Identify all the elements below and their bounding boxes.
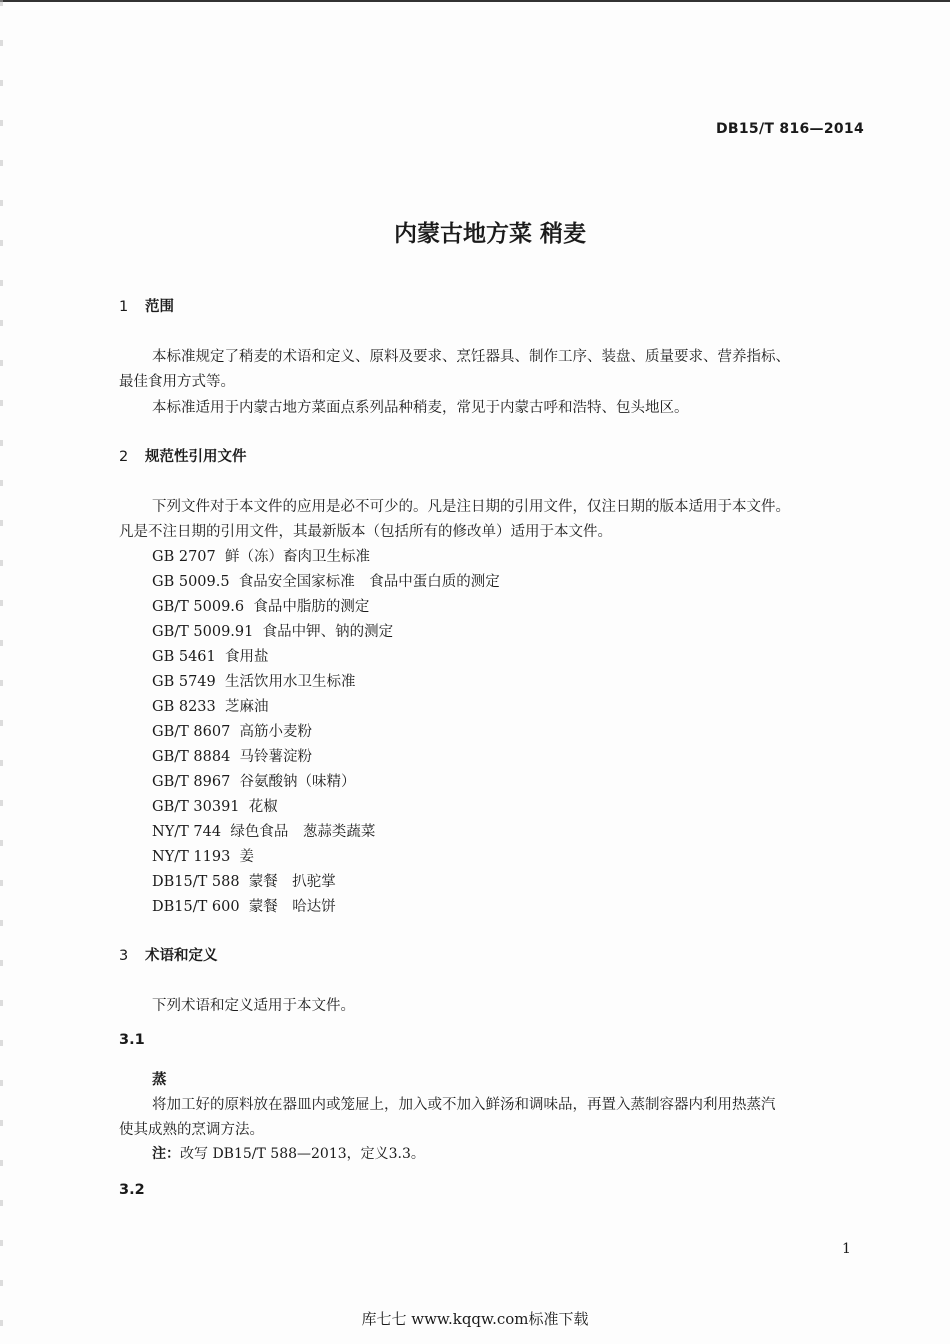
section-title: 规范性引用文件 <box>145 449 247 465</box>
reference-item: GB 2707 鲜（冻）畜肉卫生标准 <box>152 549 370 565</box>
term-number: 3.2 <box>119 1182 145 1198</box>
section-heading-scope <box>119 295 174 316</box>
section-title: 范围 <box>145 299 174 315</box>
section-heading-terms <box>119 944 218 965</box>
section-number: 3 <box>119 948 129 964</box>
scan-edge-marks <box>0 0 3 1344</box>
top-border <box>0 0 950 2</box>
section-title: 术语和定义 <box>145 948 218 964</box>
page-title: 内蒙古地方菜 稍麦 <box>393 221 586 247</box>
normative-intro-line: 凡是不注日期的引用文件，其最新版本（包括所有的修改单）适用于本文件。 <box>119 524 612 540</box>
terms-intro: 下列术语和定义适用于本文件。 <box>152 998 355 1014</box>
reference-item: DB15/T 600 蒙餐 哈达饼 <box>152 899 336 915</box>
term-definition-line: 将加工好的原料放在器皿内或笼屉上，加入或不加入鲜汤和调味品，再置入蒸制容器内利用热蒸汽 <box>152 1097 776 1113</box>
section-number: 2 <box>119 449 129 465</box>
term-definition-line: 使其成熟的烹调方法。 <box>119 1122 264 1138</box>
section-heading-normative <box>119 445 247 466</box>
reference-item: GB 5009.5 食品安全国家标准 食品中蛋白质的测定 <box>152 574 500 590</box>
section-number: 1 <box>119 299 129 315</box>
footer-watermark: 库七七 www.kqqw.com标准下载 <box>361 1310 589 1328</box>
reference-item: GB/T 8884 马铃薯淀粉 <box>152 749 313 765</box>
page-number: 1 <box>842 1241 851 1257</box>
reference-item: NY/T 744 绿色食品 葱蒜类蔬菜 <box>152 824 376 840</box>
reference-item: GB/T 5009.6 食品中脂肪的测定 <box>152 599 370 615</box>
reference-item: GB 5749 生活饮用水卫生标准 <box>152 674 356 690</box>
standard-number: DB15/T 816—2014 <box>716 121 864 137</box>
reference-item: GB/T 8967 谷氨酸钠（味精） <box>152 774 356 790</box>
scope-paragraph: 本标准适用于内蒙古地方菜面点系列品种稍麦，常见于内蒙古呼和浩特、包头地区。 <box>152 400 689 416</box>
term-number: 3.1 <box>119 1032 145 1048</box>
reference-item: GB/T 8607 高筋小麦粉 <box>152 724 313 740</box>
normative-intro-line: 下列文件对于本文件的应用是必不可少的。凡是注日期的引用文件，仅注日期的版本适用于本文件。 <box>152 499 790 515</box>
reference-item: NY/T 1193 姜 <box>152 849 255 865</box>
reference-item: GB 5461 食用盐 <box>152 649 269 665</box>
reference-item: GB/T 30391 花椒 <box>152 799 278 815</box>
scope-paragraph-line: 最佳食用方式等。 <box>119 374 235 390</box>
reference-item: GB/T 5009.91 食品中钾、钠的测定 <box>152 624 394 640</box>
reference-item: DB15/T 588 蒙餐 扒驼掌 <box>152 874 336 890</box>
reference-item: GB 8233 芝麻油 <box>152 699 269 715</box>
note-text: 改写 DB15/T 588—2013，定义3.3。 <box>180 1146 425 1162</box>
term-name: 蒸 <box>152 1072 167 1088</box>
scope-paragraph-line: 本标准规定了稍麦的术语和定义、原料及要求、烹饪器具、制作工序、装盘、质量要求、营养指标、 <box>152 349 790 365</box>
term-note <box>152 1143 425 1163</box>
note-label: 注： <box>152 1146 180 1162</box>
